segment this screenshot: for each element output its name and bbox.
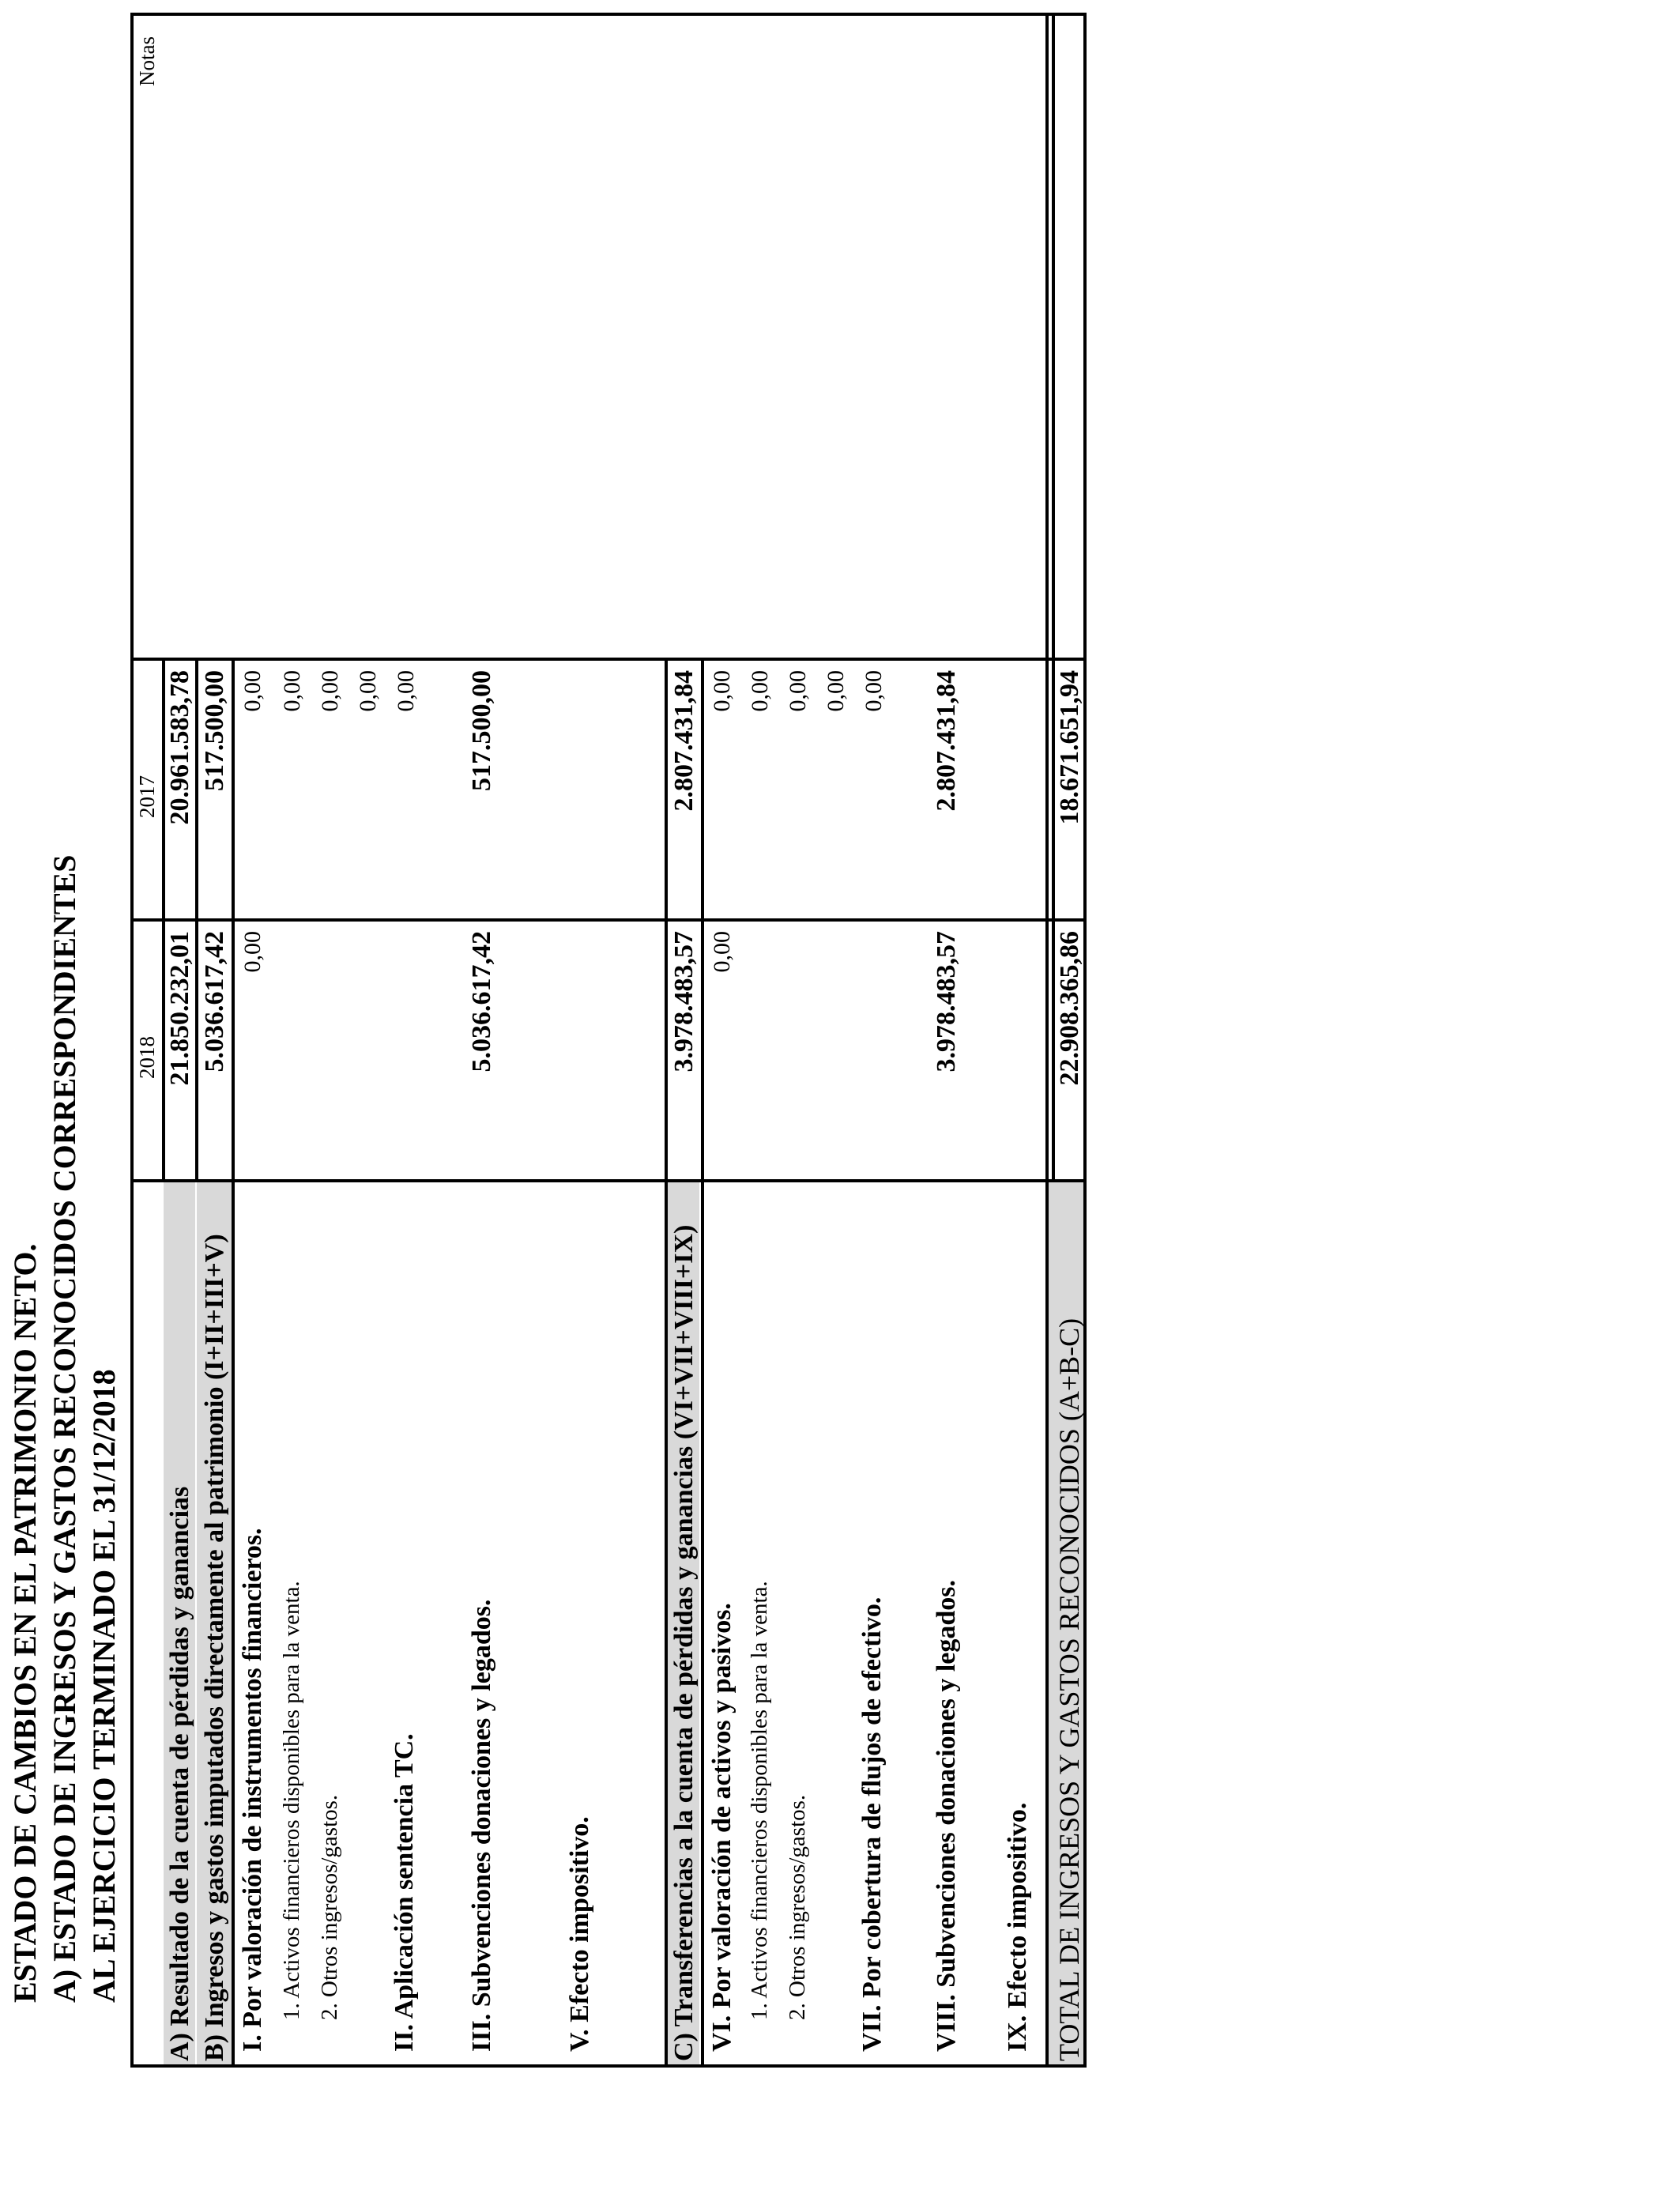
- row-iii-2017: 517.500,00: [467, 670, 496, 791]
- header-2017: 2017: [135, 775, 159, 818]
- row-blank1-2017: 0,00: [355, 670, 381, 712]
- row-viii-2018: 3.978.483,57: [932, 931, 961, 1072]
- document-period: AL EJERCICIO TERMINADO EL 31/12/2018: [86, 1369, 122, 2003]
- document-subtitle: A) ESTADO DE INGRESOS Y GASTOS RECONOCIDOS CORRESPONDIENTES: [47, 854, 82, 2003]
- row-viii-label: VIII. Subvenciones donaciones y legados.: [932, 1579, 961, 2052]
- row-ii-label: II. Aplicación sentencia TC.: [390, 1733, 419, 2052]
- table-border-right: [130, 13, 1087, 16]
- document-title: ESTADO DE CAMBIOS EN EL PATRIMONIO NETO.: [7, 1243, 43, 2003]
- row-viii-2017: 2.807.431,84: [932, 670, 961, 812]
- row-v-label: V. Efecto impositivo.: [565, 1816, 594, 2052]
- col-divider-2018: [130, 918, 1087, 922]
- row-vi-2018: 0,00: [709, 931, 735, 973]
- row-c-2018: 3.978.483,57: [669, 931, 699, 1072]
- statement-table: [130, 13, 1087, 2068]
- row-vii-label: VII. Por cobertura de flujos de efectivo.: [857, 1596, 887, 2052]
- row-c-label: C) Transferencias a la cuenta de pérdidas y ganancias (VI+VII+VIII+IX): [669, 1224, 699, 2061]
- col-divider-label: [130, 1179, 1087, 1182]
- row-vi-2017: 0,00: [709, 670, 735, 712]
- col-divider-2017: [130, 658, 1087, 661]
- row-ii-2017: 0,00: [393, 670, 419, 712]
- row-vi2-2017: 0,00: [785, 670, 811, 712]
- rule-b-top: [195, 661, 198, 1182]
- row-a-label: A) Resultado de la cuenta de pérdidas y ganancias: [165, 1486, 194, 2061]
- rule-c-bottom: [701, 661, 704, 2068]
- row-vii-2017: 0,00: [861, 670, 887, 712]
- row-vi1-2017: 0,00: [747, 670, 773, 712]
- header-notas: Notas: [135, 36, 159, 86]
- row-a-2018: 21.850.232,01: [165, 931, 194, 1086]
- row-total-2017: 18.671.651,94: [1055, 670, 1084, 825]
- row-iii-2018: 5.036.617,42: [467, 931, 496, 1072]
- rule-c-top: [665, 661, 668, 2068]
- row-ix-label: IX. Efecto impositivo.: [1003, 1802, 1032, 2052]
- row-a-2017: 20.961.583,78: [165, 670, 194, 825]
- row-i1-2017: 0,00: [279, 670, 305, 712]
- row-total-2018: 22.908.365,86: [1055, 931, 1084, 1086]
- row-b-label: B) Ingresos y gastos imputados directamente al patrimonio (I+II+III+V): [200, 1234, 229, 2061]
- row-b-2017: 517.500,00: [200, 670, 229, 791]
- row-i-label: I. Por valoración de instrumentos financieros.: [238, 1528, 267, 2052]
- rule-b-bottom: [232, 661, 235, 2068]
- row-iii-label: III. Subvenciones donaciones y legados.: [467, 1599, 496, 2052]
- row-i-2017: 0,00: [239, 670, 266, 712]
- row-vi2-label: 2. Otros ingresos/gastos.: [785, 1794, 810, 2020]
- row-i2-2017: 0,00: [317, 670, 343, 712]
- row-c-2017: 2.807.431,84: [669, 670, 699, 812]
- row-i1-label: 1. Activos financieros disponibles para la venta.: [279, 1581, 304, 2020]
- table-border-top: [130, 13, 134, 2068]
- row-i-2018: 0,00: [239, 931, 266, 973]
- row-vi1-label: 1. Activos financieros disponibles para la venta.: [747, 1581, 772, 2020]
- row-b-2018: 5.036.617,42: [200, 931, 229, 1072]
- header-2018: 2018: [135, 1036, 159, 1079]
- table-border-left: [130, 2064, 1087, 2068]
- rule-total-top: [1045, 13, 1049, 2068]
- row-total-label: TOTAL DE INGRESOS Y GASTOS RECONOCIDOS (A+B-C): [1053, 1318, 1085, 2061]
- row-blank2-2017: 0,00: [823, 670, 849, 712]
- row-i2-label: 2. Otros ingresos/gastos.: [317, 1794, 342, 2020]
- row-vi-label: VI. Por valoración de activos y pasivos.: [707, 1603, 736, 2052]
